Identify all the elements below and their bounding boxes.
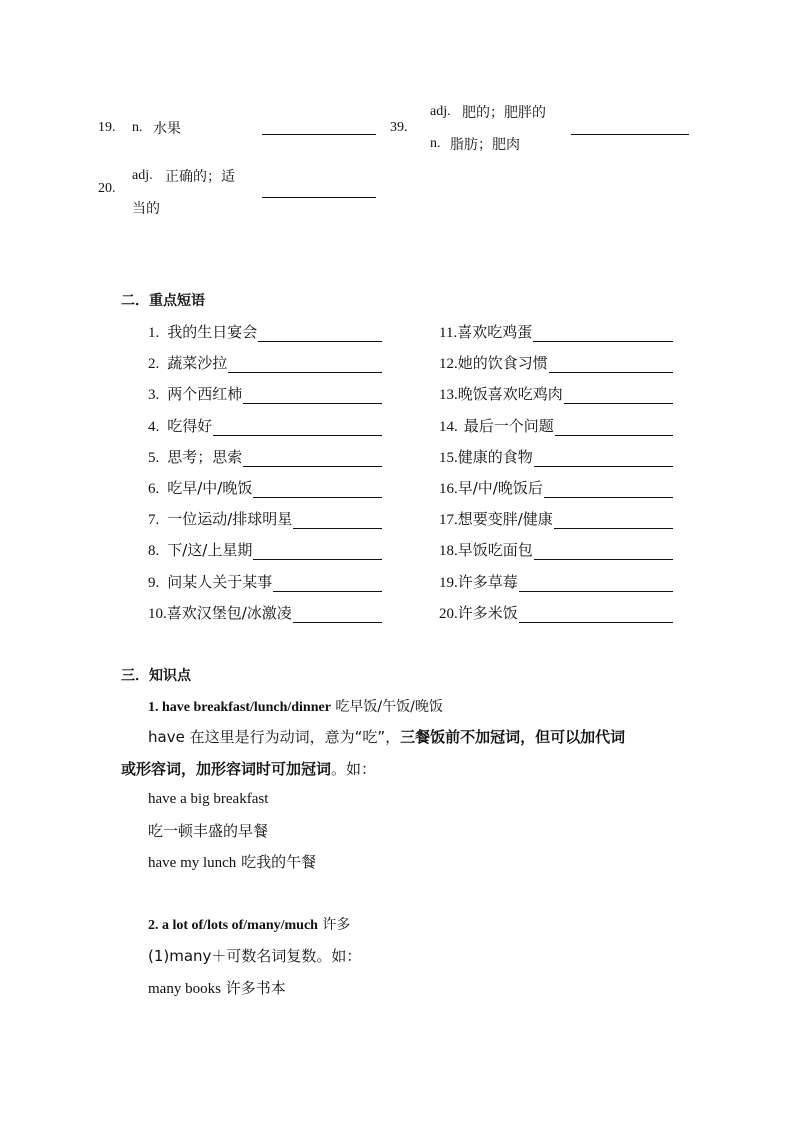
phrase-row [439, 415, 673, 436]
answer-blank[interactable] [253, 481, 382, 498]
phrase-number: 15. [439, 449, 458, 466]
example-en: many books [148, 981, 221, 997]
phrase-row [148, 539, 382, 560]
point-title [148, 696, 443, 716]
paragraph-text: have 在这里是行为动词，意为“吃”， [148, 728, 401, 746]
phrase-text: 我的生日宴会 [167, 323, 258, 341]
phrase-row [439, 571, 673, 592]
phrase-text: 早饭吃面包 [457, 541, 533, 560]
section-heading: 三．知识点 [121, 668, 191, 684]
answer-blank[interactable] [262, 134, 376, 135]
phrase-text: 两个西红柿 [167, 385, 243, 404]
vocab-pos: adj. [430, 104, 451, 119]
phrase-row [148, 446, 382, 467]
phrase-row [148, 321, 382, 342]
phrase-row [148, 477, 382, 498]
phrase-row [148, 508, 382, 529]
phrase-number: 18. [439, 543, 458, 560]
phrase-number: 8. [148, 543, 160, 560]
answer-blank[interactable] [533, 325, 673, 342]
vocab-num-39: 39. [390, 120, 408, 135]
phrase-row [439, 446, 673, 467]
phrase-number: 16. [439, 481, 458, 497]
point-title-zh: 许多 [322, 917, 351, 933]
vocab-meaning: 正确的；适 [165, 169, 235, 185]
phrase-number: 6. [148, 481, 160, 497]
answer-blank[interactable] [253, 543, 382, 560]
example-line [148, 977, 286, 998]
answer-blank[interactable] [258, 325, 382, 342]
vocab-pos: adj. [132, 168, 153, 183]
vocab-pos: n. [430, 136, 441, 151]
phrase-text: 喜欢吃鸡蛋 [457, 323, 533, 341]
phrase-number: 11. [439, 325, 458, 341]
vocab-meaning-cont: 当的 [132, 201, 160, 217]
example-en: have a big breakfast [148, 791, 269, 807]
phrase-row [439, 321, 673, 342]
phrase-row [148, 415, 382, 436]
phrase-text: 早/中/晚饭后 [457, 479, 543, 497]
answer-blank[interactable] [243, 387, 382, 404]
vocab-meaning: 水果 [153, 121, 181, 137]
phrase-row [439, 383, 673, 404]
example-zh: 吃我的午餐 [241, 853, 317, 871]
phrase-text: 蔬菜沙拉 [167, 354, 228, 373]
phrase-text: 许多草莓 [457, 572, 518, 591]
phrase-text: 吃早/中/晚饭 [167, 479, 253, 497]
answer-blank[interactable] [262, 197, 376, 198]
phrase-row [439, 352, 673, 373]
phrase-text: 最后一个问题 [463, 416, 554, 435]
phrase-number: 20. [439, 605, 458, 622]
answer-blank[interactable] [544, 481, 673, 498]
phrase-text: 她的饮食习惯 [457, 354, 548, 373]
phrase-row [439, 602, 673, 623]
point-title-zh: 吃早饭/午饭/晚饭 [335, 699, 443, 715]
example-zh: 许多书本 [225, 979, 286, 997]
phrase-number: 1. [148, 325, 160, 341]
vocab-pos: n. [132, 120, 143, 135]
phrase-row [148, 602, 382, 623]
example-en: have my lunch [148, 855, 237, 871]
vocab-meaning: 脂肪；肥肉 [450, 137, 520, 153]
answer-blank[interactable] [519, 575, 673, 592]
phrase-text: 喜欢汉堡包/冰激凌 [166, 603, 292, 622]
paragraph-bold: 或形容词，加形容词时可加冠词 [121, 760, 332, 778]
answer-blank[interactable] [213, 419, 382, 436]
point-title [148, 914, 350, 934]
answer-blank[interactable] [549, 356, 673, 373]
answer-blank[interactable] [519, 606, 673, 623]
paragraph-text: 。如： [331, 760, 377, 778]
phrase-number: 13. [439, 387, 458, 404]
phrase-row [148, 383, 382, 404]
answer-blank[interactable] [534, 543, 673, 560]
vocab-num-19: 19. [98, 120, 116, 135]
phrase-text: 一位运动/排球明星 [167, 510, 293, 529]
example-zh: 吃一顿丰盛的早餐 [148, 822, 269, 840]
answer-blank[interactable] [571, 134, 689, 135]
phrase-text: 想要变胖/健康 [457, 510, 553, 529]
phrase-row [439, 539, 673, 560]
phrase-row [148, 352, 382, 373]
answer-blank[interactable] [555, 419, 673, 436]
answer-blank[interactable] [554, 512, 673, 529]
phrase-number: 14. [439, 418, 458, 435]
phrase-text: 问某人关于某事 [167, 572, 273, 591]
point-title-en: 1. have breakfast/lunch/dinner [148, 700, 331, 715]
phrase-text: 晚饭喜欢吃鸡肉 [457, 385, 563, 404]
answer-blank[interactable] [273, 575, 382, 592]
phrase-number: 9. [148, 574, 160, 591]
phrase-number: 10. [148, 605, 167, 622]
phrase-number: 5. [148, 449, 160, 466]
phrase-text: 许多米饭 [457, 603, 518, 622]
phrase-text: 吃得好 [167, 416, 213, 435]
paragraph [148, 726, 625, 747]
phrase-number: 4. [148, 418, 160, 435]
phrase-text: 下/这/上星期 [167, 541, 253, 560]
phrase-number: 7. [148, 512, 160, 529]
paragraph-bold: 三餐饭前不加冠词，但可以加代词 [400, 728, 626, 746]
phrase-row [439, 508, 673, 529]
paragraph-cont [121, 758, 376, 779]
answer-blank[interactable] [293, 606, 382, 623]
phrase-row [148, 571, 382, 592]
phrase-number: 19. [439, 574, 458, 591]
section-heading: 二．重点短语 [121, 293, 205, 309]
phrase-text: 健康的食物 [457, 447, 533, 466]
phrase-number: 17. [439, 512, 458, 529]
answer-blank[interactable] [564, 387, 673, 404]
answer-blank[interactable] [293, 512, 382, 529]
phrase-number: 12. [439, 356, 458, 373]
vocab-num-20: 20. [98, 181, 116, 196]
rule-text: (1)many＋可数名词复数。如： [148, 947, 362, 965]
answer-blank[interactable] [534, 450, 673, 467]
phrase-number: 3. [148, 387, 160, 404]
phrase-number: 2. [148, 356, 160, 373]
vocab-meaning: 肥的；肥胖的 [462, 105, 546, 121]
example-line [148, 851, 316, 872]
answer-blank[interactable] [228, 356, 382, 373]
answer-blank[interactable] [243, 450, 382, 467]
phrase-text: 思考；思索 [167, 447, 243, 466]
phrase-row [439, 477, 673, 498]
point-title-en: 2. a lot of/lots of/many/much [148, 918, 318, 933]
